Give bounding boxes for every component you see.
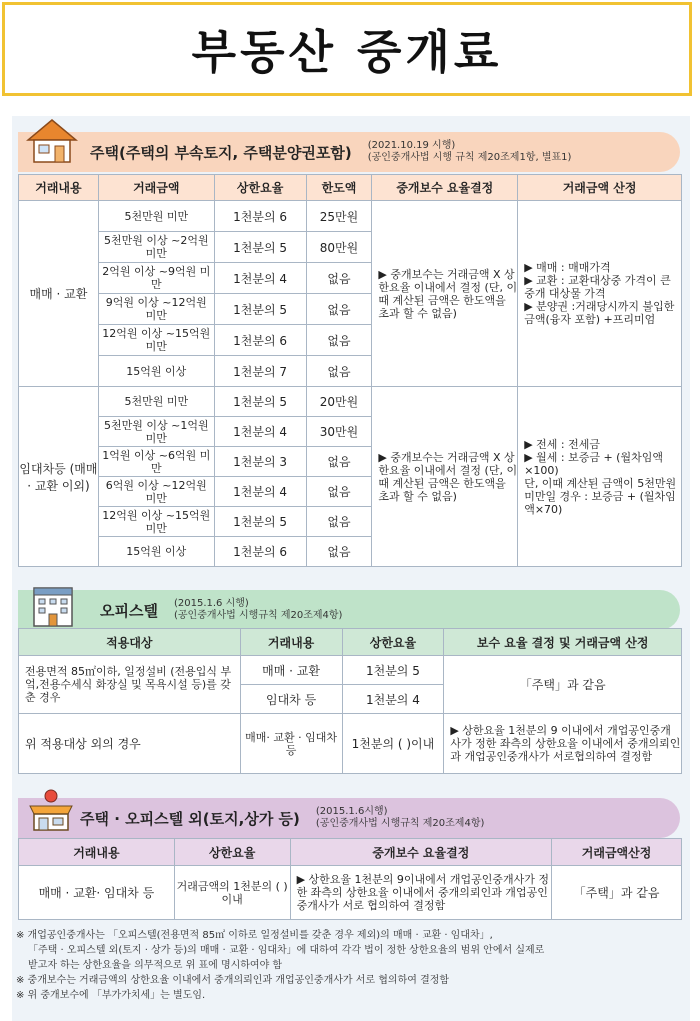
- section-housing-date: (2021.10.19 시행): [367, 140, 456, 151]
- table-cell: 6억원 이상 ~12억원 미만: [98, 477, 214, 507]
- table-cell: 매매· 교환 · 임대차 등: [240, 714, 342, 774]
- sale-calc-1: ▶ 매매 : 매매가격: [524, 261, 611, 274]
- target-1: 전용면적 85㎡이하, 일정설비 (전용입식 부엌,전용수세식 화장실 및 목욕시설 등)를 갖춘 경우: [19, 656, 241, 714]
- col-calc: 거래금액산정: [552, 839, 682, 866]
- lease-decision: ▶ 중개보수는 거래금액 X 상한요율 이내에서 결정 (단, 이때 계산된 금액은 한도액을 초과 할 수 없음): [372, 387, 518, 567]
- table-cell: 거래금액의 1천분의 ( ) 이내: [174, 866, 290, 920]
- col-decision: 중개보수 요율결정: [372, 175, 518, 201]
- same-as-housing: 「주택」과 같음: [444, 656, 682, 714]
- officetel-note: ▶ 상한요율 1천분의 9 이내에서 개업공인중개사가 정한 좌측의 상한요율 이내에서 중개의뢰인과 개업공인중개사가 서로협의하여 결정함: [444, 714, 682, 774]
- house-icon: [26, 118, 78, 164]
- section-other-subtitle: [316, 806, 485, 830]
- table-cell: 25만원: [306, 201, 372, 232]
- housing-table: [18, 174, 682, 567]
- col-target: 적용대상: [19, 629, 241, 656]
- col-rate: 상한요율: [214, 175, 306, 201]
- col-decision: 중개보수 요율결정: [290, 839, 552, 866]
- table-cell: 없음: [306, 477, 372, 507]
- footnote: 받고자 하는 상한요율을 의무적으로 위 표에 명시하여야 함: [28, 960, 283, 971]
- section-officetel-date: (2015.1.6 시행): [173, 598, 249, 609]
- col-limit: 한도액: [306, 175, 372, 201]
- lease-calc-3: 단, 이때 계산된 금액이 5천만원 미만일 경우 : 보증금 + (월차임액×70): [524, 476, 677, 516]
- footnote: ※ 중개보수는 거래금액의 상한요율 이내에서 중개의뢰인과 개업공인중개사가 서로 협의하여 결정함: [16, 975, 450, 986]
- table-cell: 9억원 이상 ~12억원 미만: [98, 294, 214, 325]
- group-sale-label: 매매 · 교환: [19, 201, 99, 387]
- table-cell: 없음: [306, 447, 372, 477]
- table-cell: 없음: [306, 294, 372, 325]
- table-cell: 5천만원 미만: [98, 387, 214, 417]
- col-amount: 거래금액: [98, 175, 214, 201]
- table-cell: 1천분의 5: [214, 507, 306, 537]
- shop-icon: [28, 788, 74, 832]
- table-cell: 12억원 이상 ~15억원 미만: [98, 507, 214, 537]
- table-cell: 매매 · 교환: [240, 656, 342, 685]
- title-box: [2, 2, 692, 96]
- table-cell: 1천분의 6: [214, 325, 306, 356]
- col-calc: 거래금액 산정: [518, 175, 682, 201]
- col-deal: 거래내용: [240, 629, 342, 656]
- building-icon: [30, 584, 76, 628]
- sale-calc-2: ▶ 교환 : 교환대상중 가격이 큰 중개 대상물 가격: [524, 274, 671, 300]
- other-table: [18, 838, 682, 920]
- table-cell: 5천만원 미만: [98, 201, 214, 232]
- officetel-table: [18, 628, 682, 774]
- table-cell: 1천분의 4: [214, 263, 306, 294]
- col-rate: 상한요율: [174, 839, 290, 866]
- table-cell: 1천분의 5: [342, 656, 444, 685]
- section-other-header: [18, 798, 680, 838]
- lease-calc-2: ▶ 월세 : 보증금 + (월차임액×100): [524, 450, 663, 477]
- section-housing-law: (공인중개사법 시행 규칙 제20조제1항, 별표1): [367, 152, 572, 163]
- sale-calc: [518, 201, 682, 387]
- section-housing-name: 주택(주택의 부속토지, 주택분양권포함): [90, 143, 352, 162]
- table-cell: 15억원 이상: [98, 537, 214, 567]
- col-deal: 거래내용: [19, 839, 175, 866]
- footnote: ※ 개업공인중개사는 「오피스텔(전용면적 85㎡ 이하로 일정설비를 갖춘 경우 제외)의 매매 · 교환 · 임대차」,: [16, 930, 493, 941]
- target-2: 위 적용대상 외의 경우: [19, 714, 241, 774]
- table-cell: 1천분의 5: [214, 294, 306, 325]
- section-officetel-name: 오피스텔: [100, 601, 158, 620]
- section-other-date: (2015.1.6시행): [315, 806, 388, 817]
- section-officetel-header: [18, 590, 680, 630]
- footnote: ※ 위 중개보수에 「부가가치세」는 별도임.: [16, 990, 206, 1001]
- table-cell: 없음: [306, 507, 372, 537]
- table-cell: 30만원: [306, 417, 372, 447]
- section-other-name: 주택 · 오피스텔 외(토지,상가 등): [80, 809, 300, 828]
- col-decision: 보수 요율 결정 및 거래금액 산정: [444, 629, 682, 656]
- table-cell: 20만원: [306, 387, 372, 417]
- table-cell: 매매 · 교환· 임대차 등: [19, 866, 175, 920]
- lease-calc-1: ▶ 전세 : 전세금: [524, 437, 600, 451]
- footnotes: [16, 928, 684, 1003]
- section-officetel-subtitle: [174, 598, 343, 622]
- col-deal: 거래내용: [19, 175, 99, 201]
- section-housing-header: [18, 132, 680, 172]
- table-cell: 「주택」과 같음: [552, 866, 682, 920]
- table-cell: 1천분의 6: [214, 201, 306, 232]
- table-cell: 없음: [306, 263, 372, 294]
- table-cell: 1천분의 ( )이내: [342, 714, 444, 774]
- table-cell: 없음: [306, 537, 372, 567]
- table-cell: 없음: [306, 356, 372, 387]
- table-cell: 1억원 이상 ~6억원 미만: [98, 447, 214, 477]
- table-cell: 15억원 이상: [98, 356, 214, 387]
- table-cell: 1천분의 3: [214, 447, 306, 477]
- table-cell: 1천분의 5: [214, 387, 306, 417]
- table-cell: 5천만원 이상 ~1억원 미만: [98, 417, 214, 447]
- section-other-law: (공인중개사법 시행규칙 제20조제4항): [315, 818, 485, 829]
- lease-calc: [518, 387, 682, 567]
- sale-calc-3: ▶ 분양권 :거래당시까지 불입한 금액(융자 포함) +프리미엄: [524, 300, 675, 326]
- table-cell: 없음: [306, 325, 372, 356]
- table-cell: 1천분의 4: [214, 477, 306, 507]
- col-rate: 상한요율: [342, 629, 444, 656]
- section-housing-subtitle: [368, 140, 572, 164]
- table-cell: 80만원: [306, 232, 372, 263]
- table-cell: 12억원 이상 ~15억원 미만: [98, 325, 214, 356]
- page-title: 부동산 중개료: [191, 25, 503, 79]
- section-officetel-law: (공인중개사법 시행규칙 제20조제4항): [173, 610, 343, 621]
- table-cell: 2억원 이상 ~9억원 미만: [98, 263, 214, 294]
- group-lease-label: 임대차등 (매매 · 교환 이외): [19, 387, 99, 567]
- table-cell: 1천분의 4: [214, 417, 306, 447]
- table-cell: 1천분의 4: [342, 685, 444, 714]
- table-cell: ▶ 상한요율 1천분의 9이내에서 개업공인중개사가 정한 좌측의 상한요율 이내에서 중개의뢰인과 개업공인중개사가 서로 협의하여 결정함: [290, 866, 552, 920]
- table-cell: 1천분의 7: [214, 356, 306, 387]
- footnote: 「주택 · 오피스텔 외(토지 · 상가 등)의 매매 · 교환 · 임대차」에 대하여 각각 법이 정한 상한요율의 범위 안에서 실제로: [28, 945, 545, 956]
- table-cell: 임대차 등: [240, 685, 342, 714]
- table-cell: 1천분의 5: [214, 232, 306, 263]
- table-cell: 5천만원 이상 ~2억원 미만: [98, 232, 214, 263]
- sale-decision: ▶ 중개보수는 거래금액 X 상한요율 이내에서 결정 (단, 이때 계산된 금액은 한도액을 초과 할 수 없음): [372, 201, 518, 387]
- table-cell: 1천분의 6: [214, 537, 306, 567]
